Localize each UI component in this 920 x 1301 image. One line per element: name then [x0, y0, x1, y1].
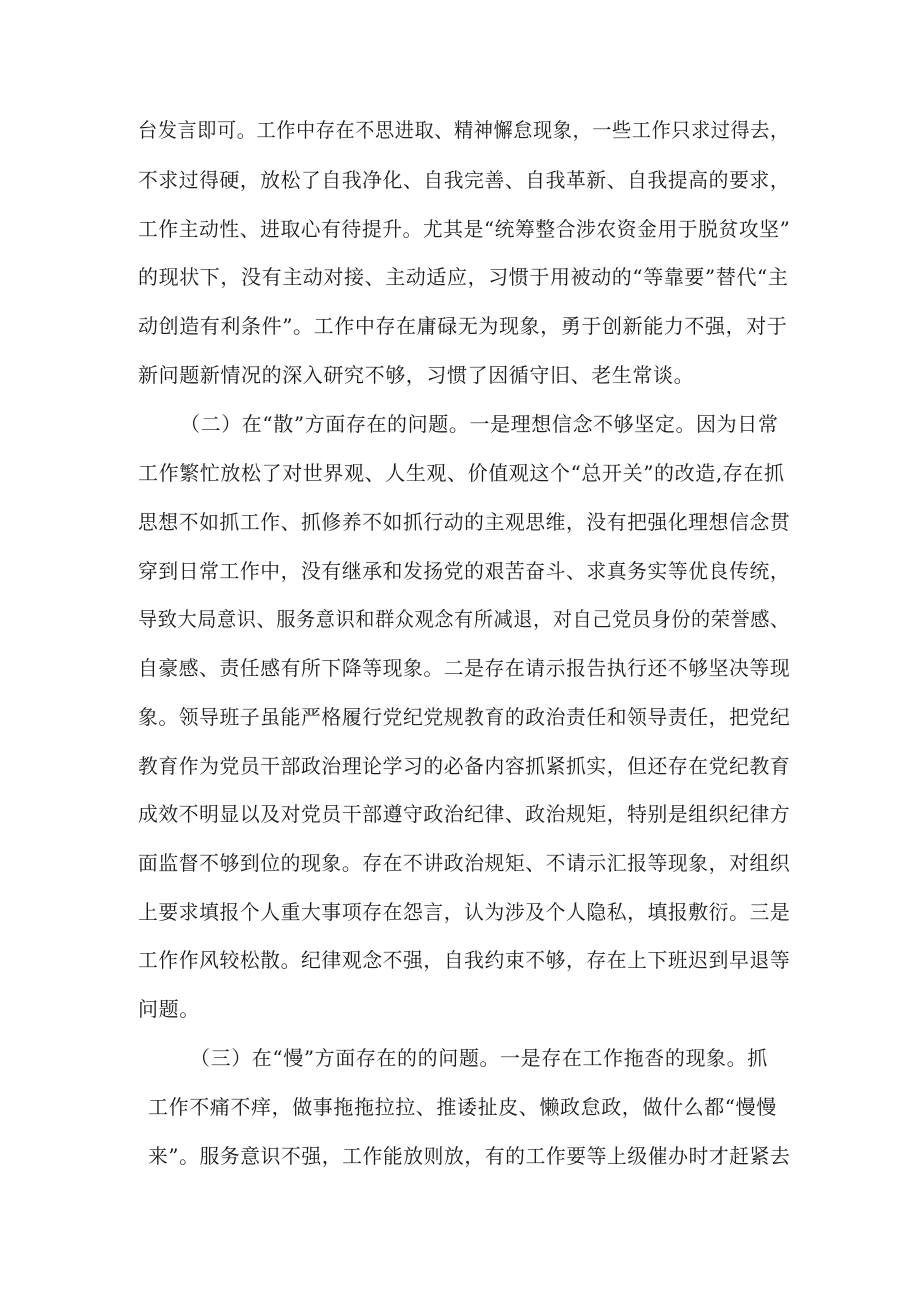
text-line: 自豪感、责任感有所下降等现象。二是存在请示报告执行还不够坚决等现 [138, 656, 791, 680]
section-heading-line: （二）在“散”方面存在的问题。一是理想信念不够坚定。因为日常 [180, 412, 779, 436]
section-heading-line: （三）在“慢”方面存在的的问题。一是存在工作拖沓的现象。抓 [190, 1046, 768, 1070]
text-line: 工作不痛不痒，做事拖拖拉拉、推诿扯皮、懒政怠政，做什么都“慢慢 [148, 1095, 777, 1119]
text-line: 教育作为党员干部政治理论学习的必备内容抓紧抓实，但还存在党纪教育 [138, 754, 791, 778]
text-line: 穿到日常工作中，没有继承和发扬党的艰苦奋斗、求真务实等优良传统， [138, 559, 791, 583]
text-line: 导致大局意识、服务意识和群众观念有所减退，对自己党员身份的荣誉感、 [138, 607, 790, 631]
text-line: 面监督不够到位的现象。存在不讲政治规矩、不请示汇报等现象，对组织 [138, 851, 791, 875]
text-line: 新问题新情况的深入研究不够，习惯了因循守旧、老生常谈。 [138, 363, 695, 387]
text-line: 问题。 [138, 997, 200, 1021]
text-line: 工作主动性、进取心有待提升。尤其是“统筹整合涉农资金用于脱贫攻坚” [138, 217, 791, 241]
text-line: 成效不明显以及对党员干部遵守政治纪律、政治规矩，特别是组织纪律方 [138, 802, 791, 826]
text-line: 来”。服务意识不强，工作能放则放，有的工作要等上级催办时才赶紧去 [148, 1144, 791, 1168]
text-line: 的现状下，没有主动对接、主动适应，习惯于用被动的“等靠要”替代“主 [138, 265, 789, 289]
text-line: 台发言即可。工作中存在不思进取、精神懈怠现象，一些工作只求过得去， [138, 118, 790, 142]
text-line: 不求过得硬，放松了自我净化、自我完善、自我革新、自我提高的要求， [138, 168, 791, 192]
text-line: 工作作风较松散。纪律观念不强，自我约束不够，存在上下班迟到早退等 [138, 948, 791, 972]
text-line: 思想不如抓工作、抓修养不如抓行动的主观思维，没有把强化理想信念贯 [138, 510, 791, 534]
text-line: 动创造有利条件”。工作中存在庸碌无为现象，勇于创新能力不强，对于 [138, 314, 788, 338]
text-line: 象。领导班子虽能严格履行党纪党规教育的政治责任和领导责任，把党纪 [138, 705, 791, 729]
text-line: 工作繁忙放松了对世界观、人生观、价值观这个“总开关”的改造,存在抓 [138, 461, 785, 485]
text-line: 上要求填报个人重大事项存在怨言，认为涉及个人隐私，填报敷衍。三是 [138, 900, 791, 924]
